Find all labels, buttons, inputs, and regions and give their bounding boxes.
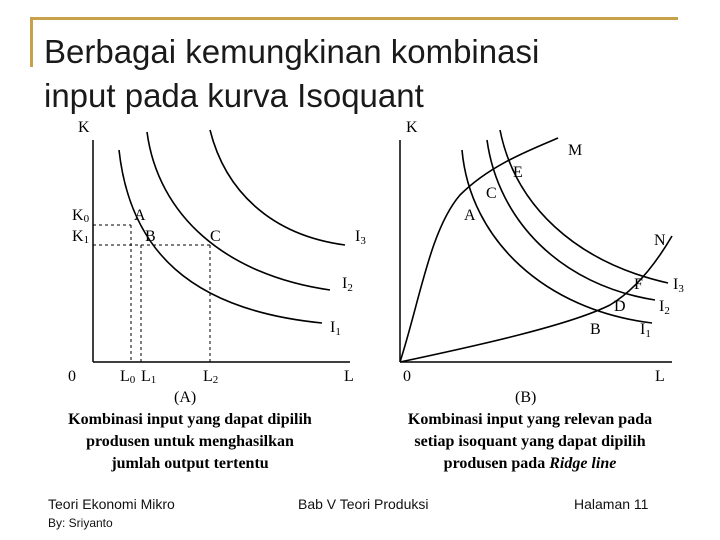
fig-b-caption-line-3: produsen pada Ridge line: [443, 455, 617, 472]
footer-author: By: Sriyanto: [48, 516, 113, 530]
figure-b-caption: [408, 411, 652, 472]
fig-b-point-a: A: [464, 207, 476, 224]
fig-b-i3-label: I3: [673, 276, 684, 295]
fig-b-origin: 0: [403, 368, 411, 385]
fig-b-ridge-line-m: [400, 138, 558, 362]
fig-a-i3-label: I3: [355, 228, 366, 247]
fig-b-point-e: E: [513, 164, 523, 181]
title-line-2: input pada kurva Isoquant: [44, 77, 424, 114]
fig-a-l2-label: L2: [203, 368, 219, 386]
fig-b-point-b: B: [590, 321, 601, 338]
fig-a-i1-label: I1: [330, 319, 341, 338]
figure-a: [93, 130, 350, 362]
fig-b-caption-line-1: Kombinasi input yang relevan pada: [407, 411, 653, 428]
fig-a-k-label: K: [78, 119, 90, 136]
figure-a-caption: [68, 411, 312, 472]
fig-a-origin: 0: [68, 368, 76, 385]
figure-b: [400, 130, 672, 362]
fig-a-point-a: A: [134, 207, 146, 224]
fig-a-l0-label: L0: [120, 368, 136, 386]
fig-a-tag: (A): [174, 389, 197, 406]
fig-a-k1-label: K1: [72, 228, 90, 246]
fig-b-k-label: K: [406, 119, 418, 136]
fig-b-i1-label: I1: [640, 321, 651, 340]
title-line-1: Berbagai kemungkinan kombinasi: [44, 33, 540, 70]
fig-b-point-d: D: [614, 298, 626, 315]
fig-b-ridge-line-n: [400, 236, 672, 362]
fig-a-l-label: L: [344, 368, 354, 385]
fig-b-point-f: F: [634, 276, 643, 293]
footer-course-title: Teori Ekonomi Mikro: [48, 496, 175, 512]
fig-b-i2-label: I2: [659, 298, 670, 317]
fig-a-caption-line-2: produsen untuk menghasilkan: [86, 433, 294, 450]
fig-a-isoquant-i3: [210, 130, 345, 245]
fig-a-caption-line-1: Kombinasi input yang dapat dipilih: [68, 411, 312, 428]
fig-b-point-c: C: [486, 185, 497, 202]
fig-b-l-label: L: [655, 368, 665, 385]
footer-chapter: Bab V Teori Produksi: [298, 496, 429, 512]
fig-a-k0-label: K0: [72, 207, 90, 225]
fig-a-l1-label: L1: [141, 368, 157, 386]
figure-a-labels: [68, 119, 366, 406]
fig-a-caption-line-3: jumlah output tertentu: [111, 455, 269, 472]
footer-page-number: Halaman 11: [574, 496, 649, 512]
fig-b-point-m: M: [568, 142, 583, 159]
fig-a-point-b: B: [145, 228, 156, 245]
fig-a-i2-label: I2: [342, 275, 353, 294]
fig-b-tag: (B): [515, 389, 537, 406]
figure-b-labels: [403, 119, 684, 406]
fig-b-caption-line-2: setiap isoquant yang dapat dipilih: [414, 433, 646, 450]
fig-a-point-c: C: [210, 228, 221, 245]
fig-a-isoquant-i2: [147, 132, 330, 290]
fig-b-point-n: N: [654, 232, 666, 249]
